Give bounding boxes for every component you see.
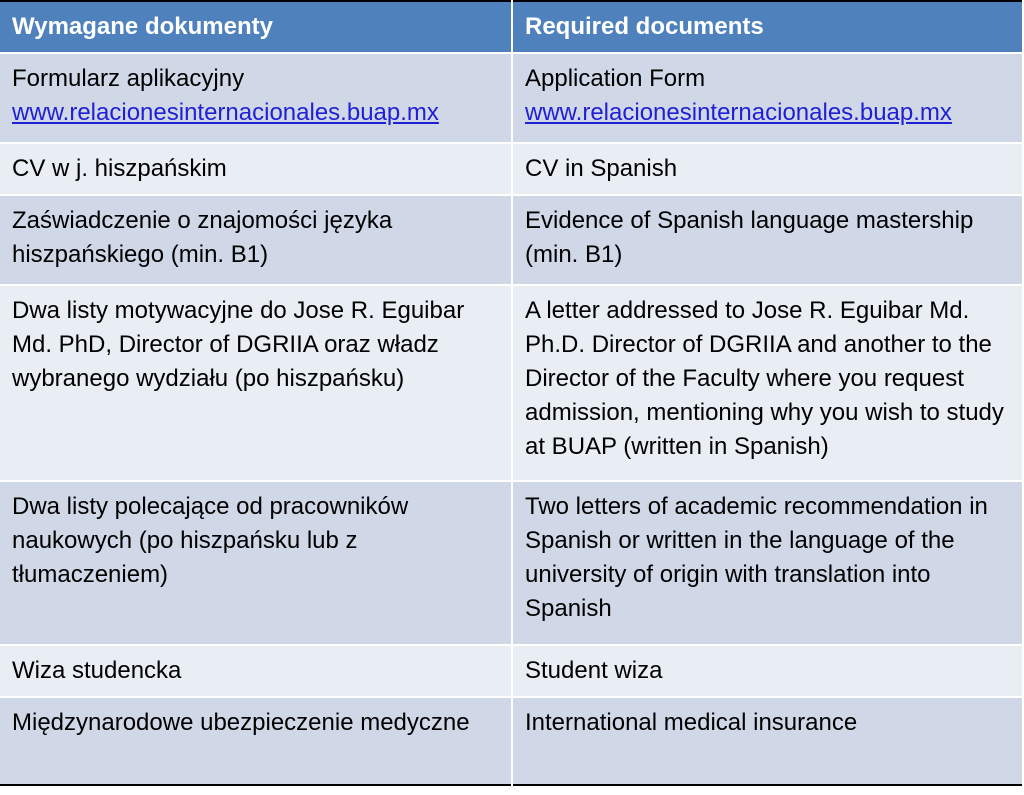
cell-polish: Zaświadczenie o znajomości języka hiszpańskiego (min. B1) (0, 195, 512, 285)
header-polish: Wymagane dokumenty (0, 1, 512, 53)
header-english: Required documents (512, 1, 1022, 53)
cell-polish: CV w j. hiszpańskim (0, 143, 512, 195)
table-row (0, 285, 1022, 481)
cell-polish: Dwa listy motywacyjne do Jose R. Eguibar Md. PhD, Director of DGRIIA oraz władz wybranego wydziału (po hiszpańsku) (0, 285, 512, 481)
table-row (0, 645, 1022, 697)
cell-english: CV in Spanish (512, 143, 1022, 195)
cell-polish: Międzynarodowe ubezpieczenie medyczne (0, 697, 512, 785)
cell-polish: Wiza studencka (0, 645, 512, 697)
table-row (0, 143, 1022, 195)
cell-text: Application Form (525, 65, 706, 92)
cell-english (512, 53, 1022, 143)
table-row (0, 53, 1022, 143)
table-row (0, 195, 1022, 285)
cell-polish: Dwa listy polecające od pracowników naukowych (po hiszpańsku lub z tłumaczeniem) (0, 481, 512, 645)
cell-english: International medical insurance (512, 697, 1022, 785)
website-link[interactable]: www.relacionesinternacionales.buap.mx (525, 99, 952, 126)
cell-english: A letter addressed to Jose R. Eguibar Md. Ph.D. Director of DGRIIA and another to the Director of the Faculty where you request admission, mentioning why you wish to study at BUAP (written in Spanish) (512, 285, 1022, 481)
cell-polish (0, 53, 512, 143)
table-row (0, 697, 1022, 785)
cell-english: Student wiza (512, 645, 1022, 697)
table-header-row (0, 1, 1022, 53)
table-row (0, 481, 1022, 645)
cell-english: Evidence of Spanish language mastership (min. B1) (512, 195, 1022, 285)
cell-english: Two letters of academic recommendation in Spanish or written in the language of the university of origin with translation into Spanish (512, 481, 1022, 645)
website-link[interactable]: www.relacionesinternacionales.buap.mx (12, 99, 439, 126)
cell-text: Formularz aplikacyjny (12, 65, 245, 92)
